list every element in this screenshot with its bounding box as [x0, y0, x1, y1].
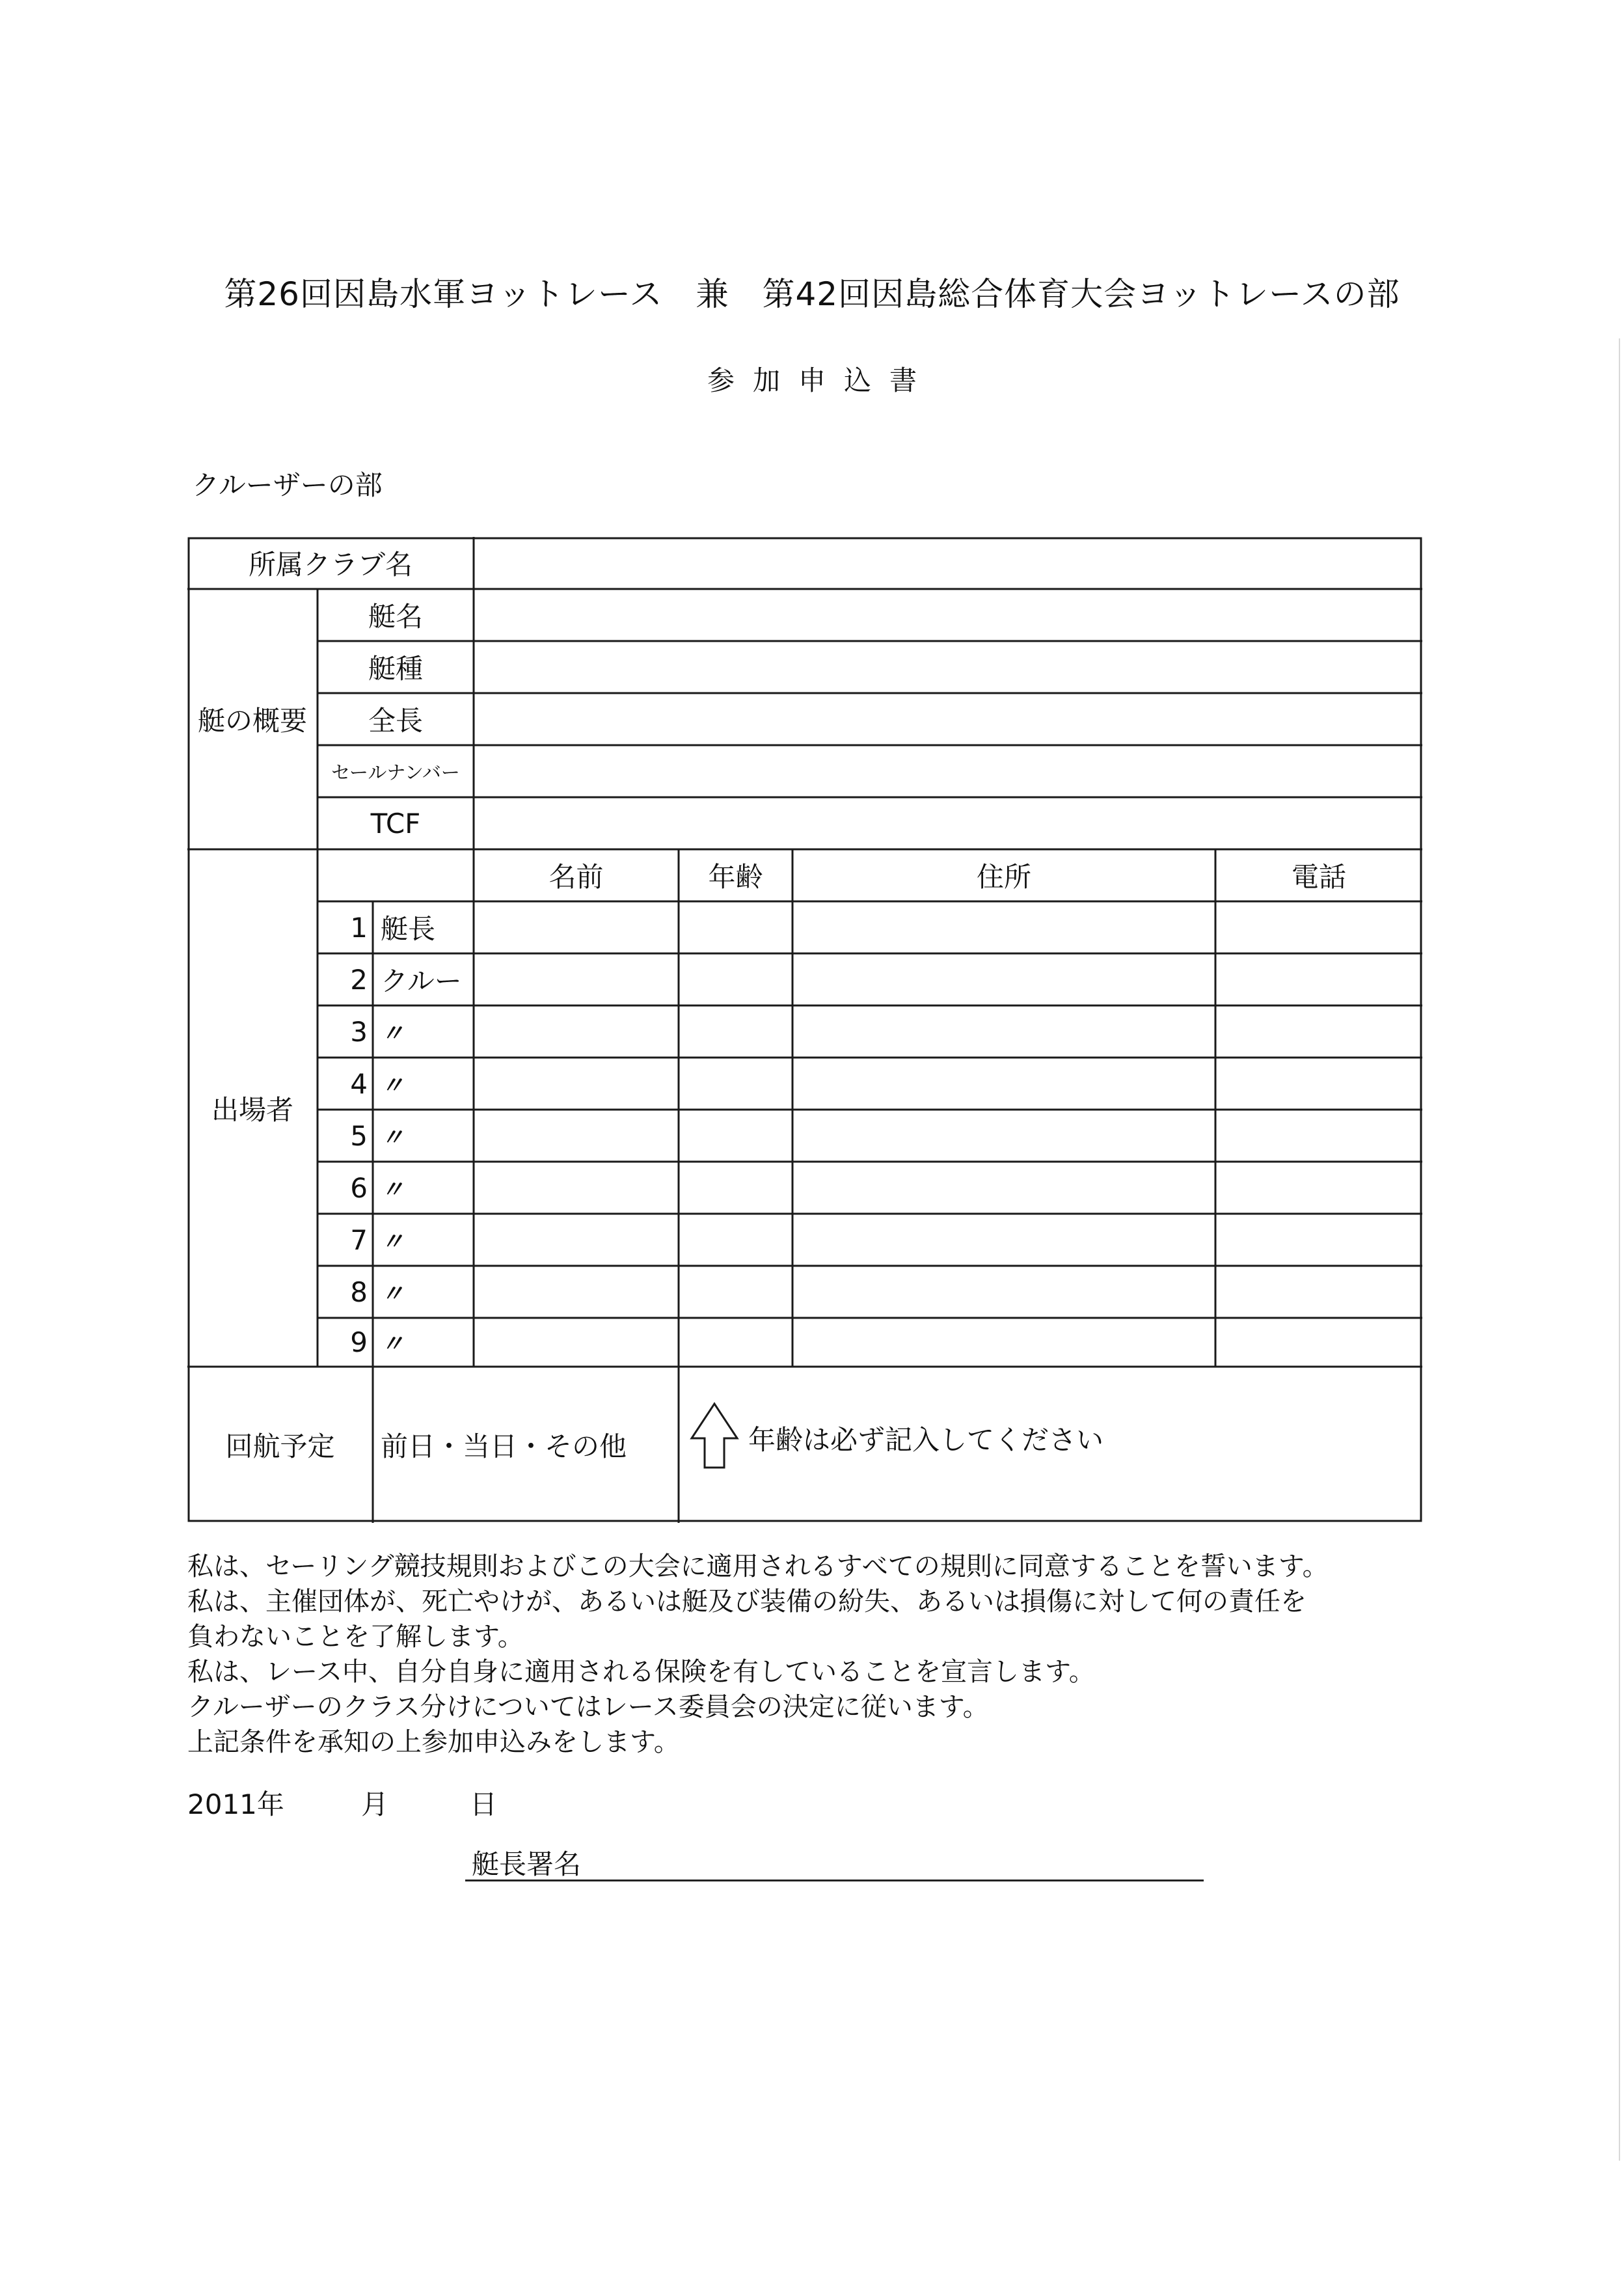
row-role: 〃 [381, 1331, 405, 1358]
row-number: 1 [350, 911, 368, 944]
boat-name-input[interactable] [474, 589, 1422, 641]
scan-edge [1619, 338, 1620, 2161]
boat-overview-label: 艇の概要 [197, 705, 307, 737]
row-role: 〃 [381, 1124, 405, 1151]
boat-length-input[interactable] [474, 693, 1422, 745]
club-input[interactable] [474, 537, 1422, 589]
participants-label: 出場者 [211, 1093, 293, 1126]
row-number: 9 [350, 1326, 368, 1358]
club-label: 所属クラブ名 [248, 549, 413, 581]
row-role: 艇長 [381, 913, 436, 945]
row-number: 2 [350, 963, 368, 996]
sail-number-label: セールナンバー [331, 761, 460, 784]
boat-type-label: 艇種 [368, 653, 423, 685]
row-number: 3 [350, 1015, 368, 1048]
declaration-line: クルーザーのクラス分けについてはレース委員会の決定に従います。 [187, 1692, 989, 1722]
row-role: クルー [381, 965, 462, 997]
row-number: 7 [350, 1224, 368, 1256]
return-schedule-label: 回航予定 [225, 1430, 335, 1462]
boat-length-label: 全長 [368, 705, 423, 737]
row-role: 〃 [381, 1280, 405, 1307]
tcf-input[interactable] [474, 797, 1422, 849]
row-role: 〃 [381, 1020, 405, 1047]
page-title: 第26回因島水軍ヨットレース 兼 第42回因島総合体育大会ヨットレースの部 [224, 275, 1400, 313]
declaration-text [187, 1549, 1443, 1760]
row-number: 5 [350, 1119, 368, 1152]
declaration-line: 私は、主催団体が、死亡やけが、あるいは艇及び装備の紛失、あるいは損傷に対して何の責任を [187, 1587, 1306, 1617]
up-arrow-icon [692, 1404, 737, 1468]
date-year: 2011年 [187, 1788, 284, 1820]
declaration-line: 負わないことを了解します。 [187, 1622, 524, 1652]
section-label: クルーザーの部 [192, 469, 383, 501]
signature-line[interactable] [465, 1880, 1204, 1881]
boat-name-label: 艇名 [368, 601, 423, 633]
column-phone-header: 電話 [1291, 861, 1346, 893]
row-role: 〃 [381, 1176, 405, 1203]
age-note: 年齢は必ず記入してください [748, 1424, 1104, 1456]
declaration-line: 上記条件を承知の上参加申込みをします。 [187, 1727, 680, 1757]
row-number: 8 [350, 1276, 368, 1308]
declaration-line: 私は、レース中、自分自身に適用される保険を有していることを宣言します。 [187, 1657, 1095, 1687]
boat-type-input[interactable] [474, 641, 1422, 693]
column-address-header: 住所 [976, 861, 1031, 893]
sail-number-input[interactable] [474, 745, 1422, 797]
date-day[interactable]: 日 [470, 1788, 498, 1820]
signature-label: 艇長署名 [472, 1848, 582, 1880]
row-number: 4 [350, 1067, 368, 1100]
column-name-header: 名前 [548, 861, 604, 893]
row-number: 6 [350, 1171, 368, 1204]
entry-form-table [187, 537, 1424, 1523]
return-options[interactable]: 前日・当日・その他 [381, 1430, 627, 1462]
column-age-header: 年齢 [708, 861, 763, 893]
declaration-line: 私は、セーリング競技規則およびこの大会に適用されるすべての規則に同意することを誓います。 [187, 1552, 1329, 1581]
date-month[interactable]: 月 [361, 1788, 389, 1820]
row-role: 〃 [381, 1072, 405, 1099]
form-subtitle: 参加申込書 [707, 364, 935, 396]
row-role: 〃 [381, 1228, 405, 1255]
tcf-label: TCF [370, 807, 421, 840]
